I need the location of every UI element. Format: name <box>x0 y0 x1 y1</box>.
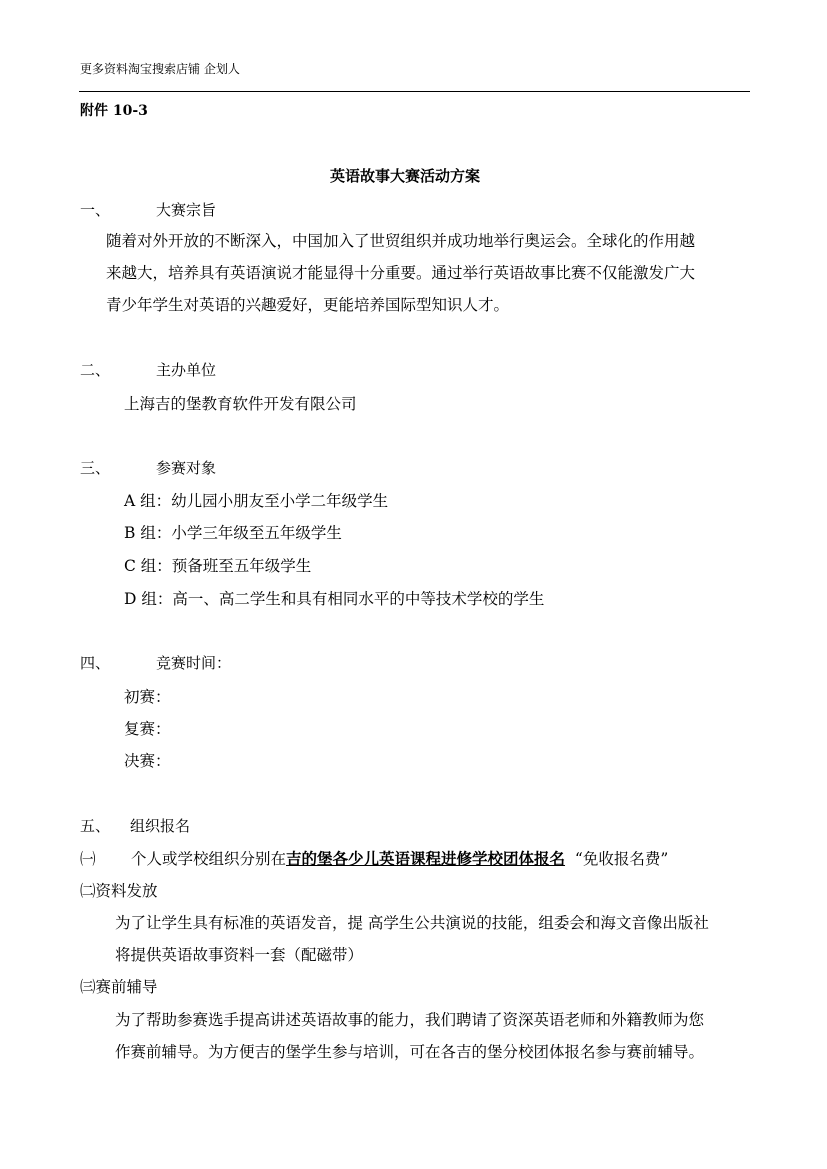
group-b: B 组：小学三年级至五年级学生 <box>124 524 342 542</box>
group-a: A 组：幼儿园小朋友至小学二年级学生 <box>124 492 389 510</box>
section-5-title: 组织报名 <box>130 817 191 835</box>
subsection-3-line-2: 作赛前辅导。为方便吉的堡学生参与培训，可在各吉的堡分校团体报名参与赛前辅导。 <box>115 1043 705 1061</box>
section-1-line-2: 来越大，培养具有英语演说才能显得十分重要。通过举行英语故事比赛不仅能激发广大 <box>106 264 696 282</box>
subsection-3-line-1: 为了帮助参赛选手提高讲述英语故事的能力，我们聘请了资深英语老师和外籍教师为您 <box>115 1011 705 1029</box>
subsection-2-heading: ㈡资料发放 <box>80 882 158 900</box>
section-1-number: 一、 <box>80 201 111 219</box>
header-divider <box>79 91 750 92</box>
organizer-name: 上海吉的堡教育软件开发有限公司 <box>124 395 357 413</box>
section-1-line-1: 随着对外开放的不断深入，中国加入了世贸组织并成功地举行奥运会。全球化的作用越 <box>106 232 696 250</box>
section-5-number: 五、 <box>80 817 111 835</box>
subsection-1-marker: ㈠ <box>80 850 96 868</box>
subsection-2-line-1: 为了让学生具有标准的英语发音，提 高学生公共演说的技能，组委会和海文音像出版社 <box>115 914 709 932</box>
section-2-title: 主办单位 <box>156 361 217 379</box>
preliminary-round: 初赛： <box>124 688 171 706</box>
header-note: 更多资料淘宝搜索店铺 企划人 <box>80 62 240 76</box>
group-d: D 组：高一、高二学生和具有相同水平的中等技术学校的学生 <box>124 590 545 608</box>
section-2-number: 二、 <box>80 361 111 379</box>
registration-venue: 吉的堡各少儿英语课程进修学校团体报名 <box>286 849 566 868</box>
group-c: C 组：预备班至五年级学生 <box>124 557 312 575</box>
section-4-number: 四、 <box>80 654 111 672</box>
free-registration-note: “免收报名费” <box>574 850 669 868</box>
subsection-2-line-2: 将提供英语故事资料一套（配磁带） <box>115 946 364 964</box>
subsection-1-line <box>131 847 668 869</box>
section-1-line-3: 青少年学生对英语的兴趣爱好，更能培养国际型知识人才。 <box>106 296 510 314</box>
registration-prefix: 个人或学校组织分别在 <box>131 850 287 868</box>
attachment-label: 附件 10-3 <box>80 103 148 119</box>
section-3-title: 参赛对象 <box>156 459 217 477</box>
section-4-title: 竞赛时间： <box>156 654 232 672</box>
final-round: 决赛： <box>124 752 171 770</box>
subsection-3-heading: ㈢赛前辅导 <box>80 978 158 996</box>
section-1-title: 大赛宗旨 <box>156 201 217 219</box>
section-3-number: 三、 <box>80 459 111 477</box>
second-round: 复赛： <box>124 720 171 738</box>
document-title: 英语故事大赛活动方案 <box>330 167 481 185</box>
